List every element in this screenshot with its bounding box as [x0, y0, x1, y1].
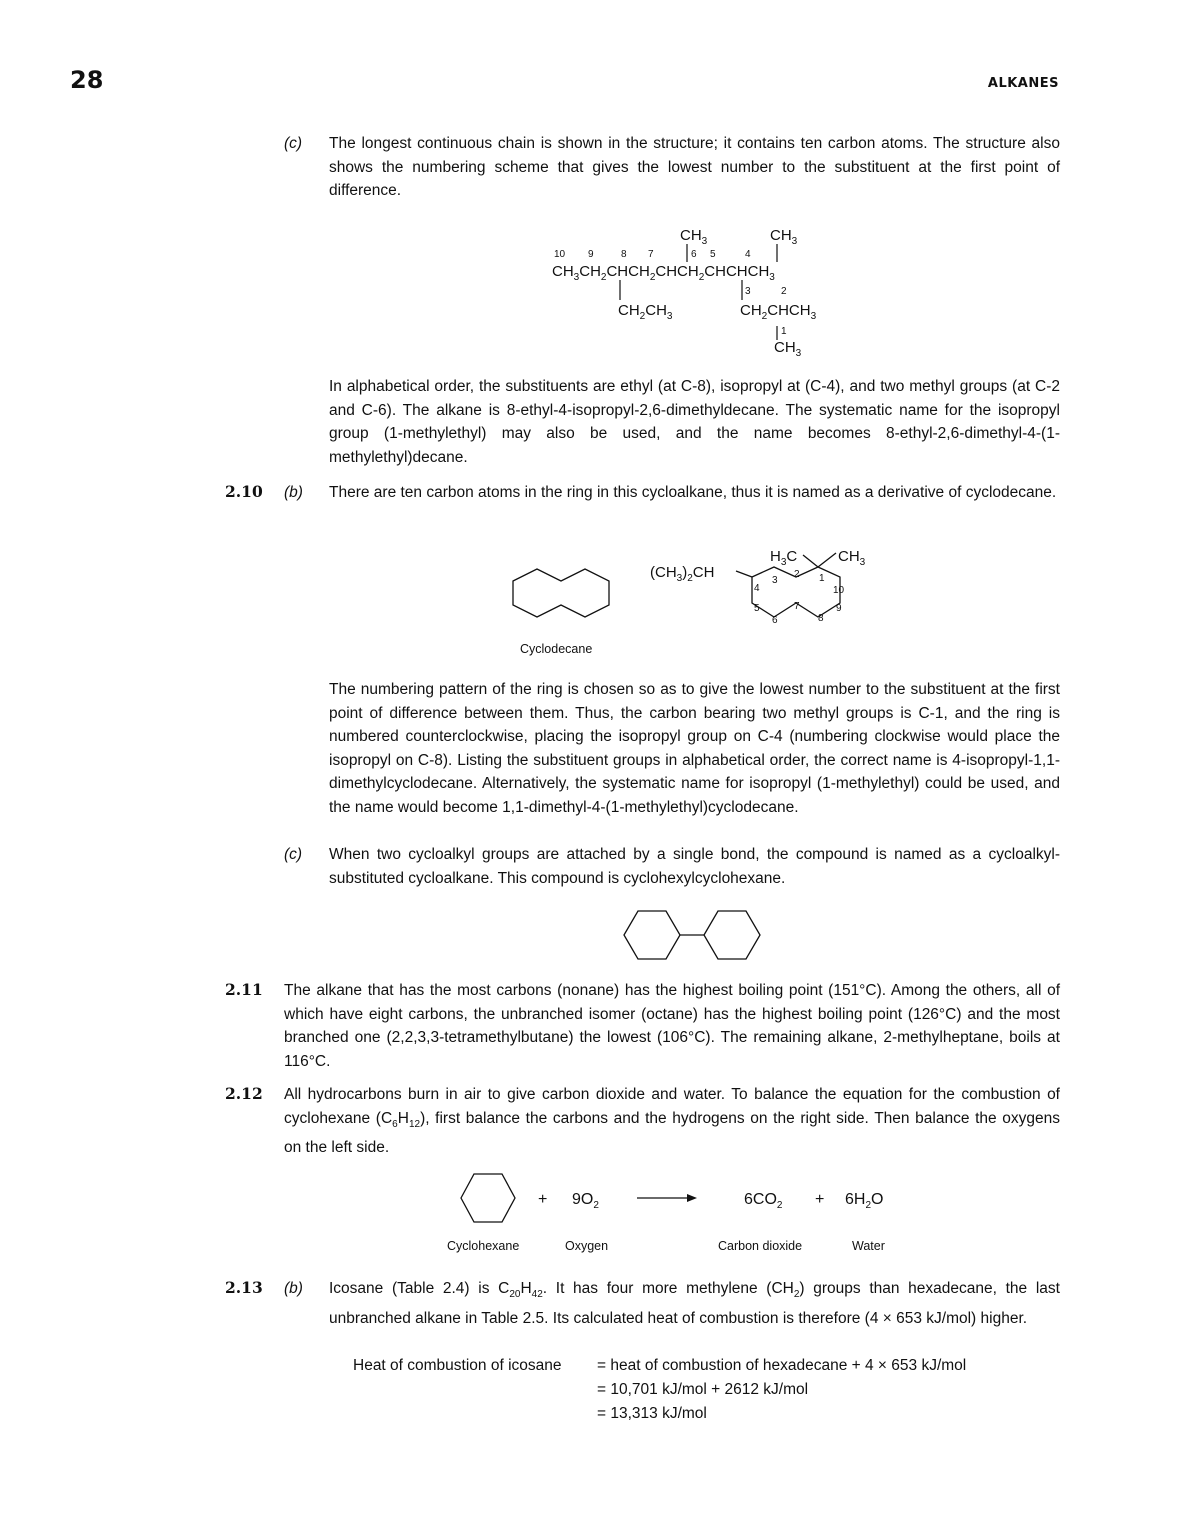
- chain-num-3: 3: [745, 286, 751, 297]
- caption-water: Water: [852, 1239, 885, 1253]
- p212-formula-c-sub: 6: [392, 1118, 398, 1130]
- p213-label: (b): [284, 1280, 303, 1297]
- chain-num-6: 6: [691, 249, 697, 260]
- problem-2-11-number: 2.11: [225, 980, 263, 999]
- ring-num-9: 9: [836, 603, 842, 614]
- caption-cyclohexane: Cyclohexane: [447, 1239, 520, 1253]
- cyclodecane-caption: Cyclodecane: [520, 642, 593, 656]
- ring-num-2: 2: [794, 569, 800, 580]
- combustion-reaction: [455, 1170, 905, 1226]
- chain-num-4: 4: [745, 249, 751, 260]
- h3c-group: $H_3C$: [770, 548, 798, 568]
- chain-num-1: 1: [781, 326, 787, 337]
- p211-text: The alkane that has the most carbons (nonane) has the highest boiling point (151°C). Among the others, all of which have eight carbons, the unbranched isomer (octane) has the highest boiling point (126°C) and the most branched one (2,2,3,3-tetramethylbutane) the lowest (106°C). The remaining alkane, 2-methylheptane, boils at 116°C.: [284, 982, 1060, 1070]
- p213-f1-c: C: [498, 1280, 510, 1297]
- co2-formula: $6CO_2$: [744, 1191, 783, 1211]
- running-head: ALKANES: [987, 76, 1059, 91]
- ring-num-5: 5: [754, 603, 760, 614]
- p213-t1: Icosane (Table 2.4) is: [329, 1280, 499, 1297]
- p212-text-a: All hydrocarbons burn in air to give carbon dioxide and water. To balance the equation for the combustion of cyclohexane (: [284, 1086, 1060, 1127]
- caption-carbon-dioxide: Carbon dioxide: [718, 1239, 803, 1253]
- sec-c1-label: (c): [284, 135, 303, 152]
- sec-c1-text2: In alphabetical order, the substituents are ethyl (at C-8), isopropyl at (C-4), and two methyl groups (at C-2 and C-6). The alkane is 8-ethyl-4-isopropyl-2,6-dimethyldecane. The systematic name for the isopropyl group (1-methylethyl) may also be used, and the name becomes 8-ethyl-2,6-dimethyl-4-(1-methylethyl)decane.: [329, 378, 1060, 466]
- chain-num-9: 9: [588, 249, 594, 260]
- ring-num-3: 3: [772, 575, 778, 586]
- ch3-group: $CH_3$: [838, 548, 866, 568]
- plus-1: +: [538, 1191, 548, 1208]
- problem-2-12-number: 2.12: [225, 1084, 263, 1103]
- ring-num-6: 6: [772, 615, 778, 626]
- p213-t3: ) groups than hexadecane, the last unbranched alkane in Table 2.5. Its calculated heat of combustion is therefore (4 × 653 kJ/mol) higher.: [329, 1280, 1060, 1327]
- cyclodecane-structure: [505, 565, 615, 625]
- water-formula: $6H_2O$: [845, 1191, 884, 1211]
- p210-c-label: (c): [284, 846, 303, 863]
- eq-line1-right: = heat of combustion of hexadecane + 4 × 653 kJ/mol: [597, 1357, 967, 1374]
- top-ch3-left: $CH_3$: [680, 227, 708, 247]
- chain-num-7: 7: [648, 249, 654, 260]
- eq-line1-left: Heat of combustion of icosane: [353, 1357, 562, 1374]
- p212-formula-c: C: [380, 1109, 393, 1127]
- substituted-cyclodecane-structure: [648, 545, 888, 635]
- p213-f1-h-sub: 42: [531, 1289, 543, 1301]
- eq-line3: = 13,313 kJ/mol: [597, 1405, 707, 1422]
- p213-text: [329, 1277, 1060, 1330]
- chain-num-2: 2: [781, 286, 787, 297]
- ring-num-10: 10: [833, 585, 845, 596]
- ring-num-4: 4: [754, 583, 760, 594]
- p213-f2-sub: 2: [793, 1289, 800, 1301]
- cyclohexylcyclohexane-structure: [620, 905, 770, 965]
- chain-num-10: 10: [554, 249, 566, 260]
- p213-f1-h: H: [520, 1280, 532, 1297]
- bottom-ch3: $CH_3$: [774, 339, 802, 359]
- chain-num-5: 5: [710, 249, 716, 260]
- p212-formula-h: H: [397, 1109, 409, 1127]
- page-number: 28: [70, 66, 104, 94]
- p210-b-text2: The numbering pattern of the ring is chosen so as to give the lowest number to the substituent at the first point of difference between them. Thus, the carbon bearing two methyl groups is C-1, and the ring is numbered counterclockwise, placing the isopropyl group on C-4 (numbering clockwise would place the isopropyl on C-8). Listing the substituent groups in alphabetical order, the correct name is 4-isopropyl-1,1-dimethylcyclodecane. Alternatively, the systematic name for isopropyl (1-methylethyl) could be used, and the name would become 1,1-dimethyl-4-(1-methylethyl)cyclodecane.: [329, 681, 1060, 816]
- problem-2-13-number: 2.13: [225, 1278, 263, 1297]
- eq-line2: = 10,701 kJ/mol + 2612 kJ/mol: [597, 1381, 809, 1398]
- p210-b-text: There are ten carbon atoms in the ring in this cycloalkane, thus it is named as a derivative of cyclodecane.: [329, 484, 1057, 501]
- chain-num-8: 8: [621, 249, 627, 260]
- p212-text: [284, 1083, 1060, 1160]
- p213-t2: . It has four more methylene (: [542, 1280, 772, 1297]
- p212-text-b: ), first balance the carbons and the hydrogens on the right side. Then balance the oxygens on the left side.: [284, 1109, 1060, 1157]
- ring-num-7: 7: [794, 601, 800, 612]
- p210-c-text: When two cycloalkyl groups are attached by a single bond, the compound is named as a cycloalkyl-substituted cycloalkane. This compound is cyclohexylcyclohexane.: [329, 846, 1060, 887]
- plus-2: +: [815, 1191, 825, 1208]
- ring-num-8: 8: [818, 613, 824, 624]
- sec-c1-text: The longest continuous chain is shown in the structure; it contains ten carbon atoms. The structure also shows the numbering scheme that gives the lowest number to the substituent at the first point of difference.: [329, 135, 1060, 199]
- oxygen-formula: $9O_2$: [572, 1191, 599, 1211]
- p212-formula-h-sub: 12: [408, 1118, 421, 1130]
- branched-decane-structure: [545, 222, 855, 362]
- isopropyl-group: $(CH_3)_2CH$: [650, 564, 715, 584]
- main-chain: $CH_3CH_2CHCH_2CHCH_2CHCHCH_3$: [552, 263, 775, 283]
- branch-isobutyl: $CH_2CHCH_3$: [740, 302, 817, 322]
- problem-2-10-number: 2.10: [225, 482, 263, 501]
- p210-b-label: (b): [284, 484, 303, 501]
- p213-f2-ch: CH: [771, 1280, 794, 1297]
- caption-oxygen: Oxygen: [565, 1239, 609, 1253]
- branch-ethyl: $CH_2CH_3$: [618, 302, 673, 322]
- top-ch3-right: $CH_3$: [770, 227, 798, 247]
- ring-num-1: 1: [819, 573, 825, 584]
- p213-f1-c-sub: 20: [509, 1289, 521, 1301]
